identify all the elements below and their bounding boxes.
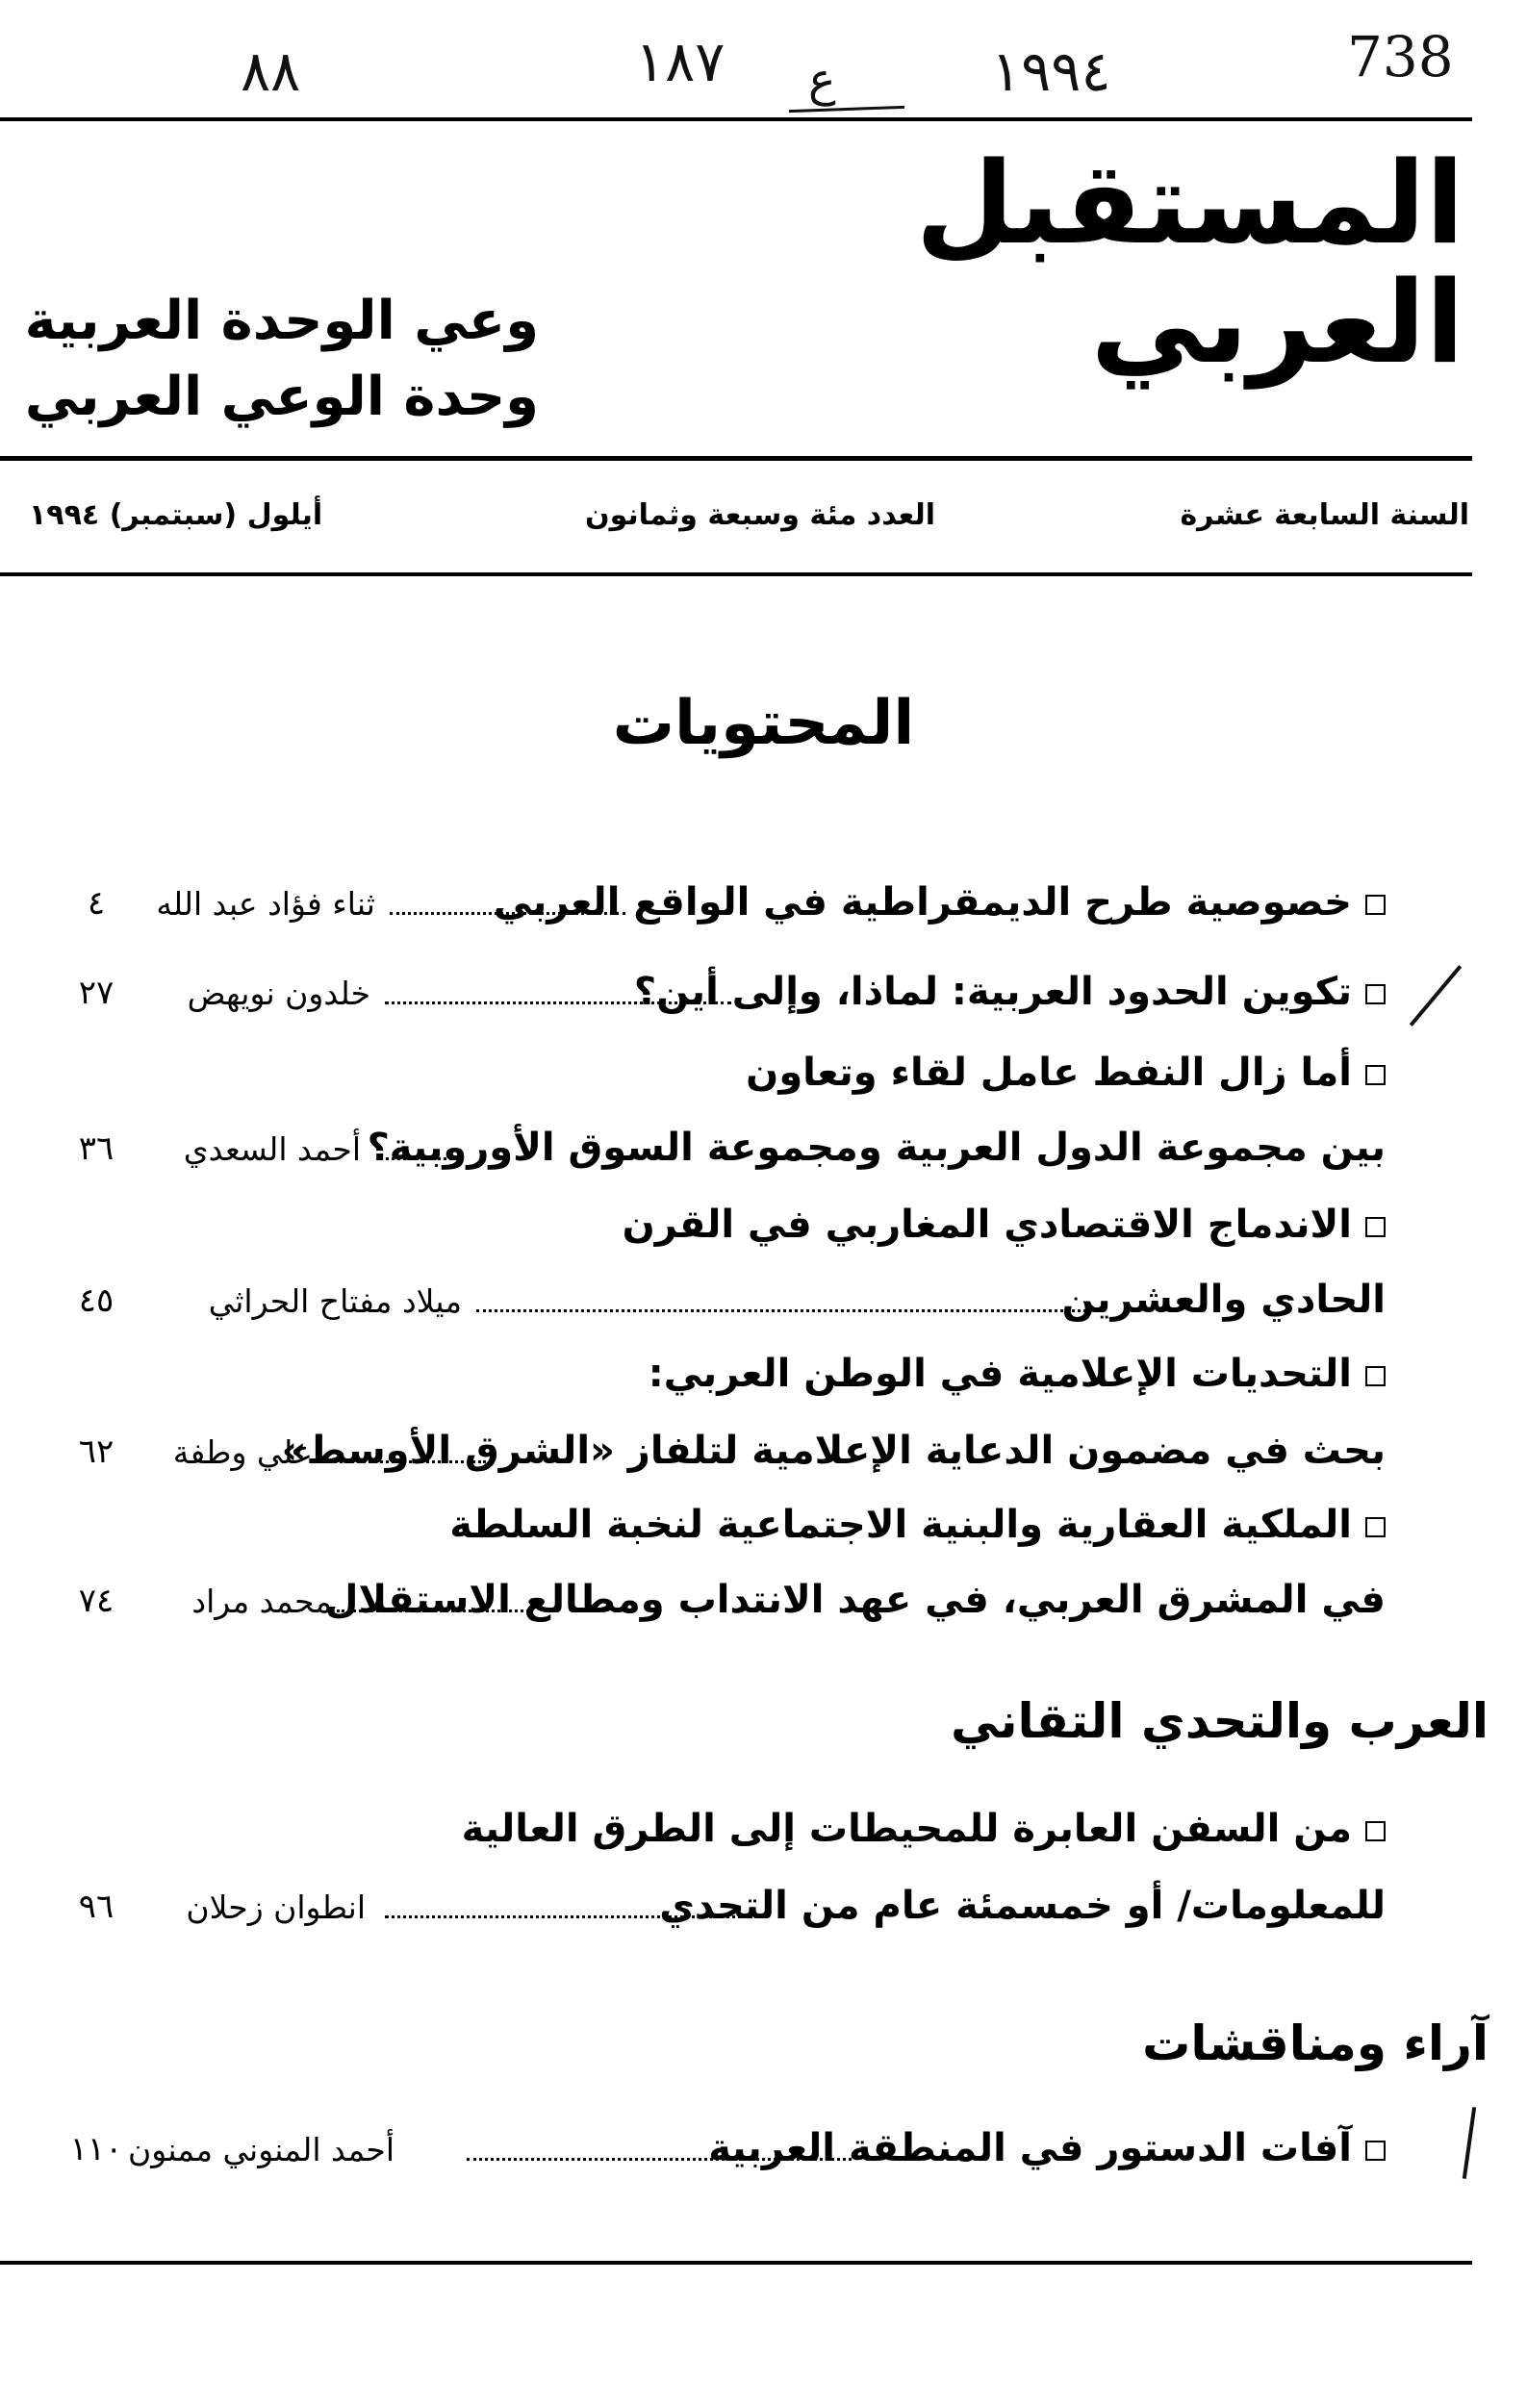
- issue-year: السنة السابعة عشرة: [1180, 498, 1469, 532]
- handwritten-check-mark: [1463, 2107, 1476, 2179]
- toc-entry[interactable]: [48, 871, 1386, 928]
- toc-entry-continuation[interactable]: [48, 1116, 1386, 1174]
- article-page: ٢٧: [78, 974, 115, 1012]
- article-page: ٤: [87, 884, 106, 923]
- toc-entry[interactable]: [48, 1342, 1386, 1400]
- info-rule: [0, 572, 1472, 576]
- article-title-line-2: للمعلومات/ أو خمسمئة عام من التحدي: [659, 1884, 1386, 1928]
- article-author: ميلاد مفتاح الحراثي: [208, 1282, 462, 1320]
- bullet-box-icon: [1365, 895, 1386, 915]
- article-title-line-2: بين مجموعة الدول العربية ومجموعة السوق الأوروبية؟: [367, 1126, 1386, 1170]
- slogan-line-1: وعي الوحدة العربية: [24, 290, 539, 352]
- bullet-box-icon: [1365, 2141, 1386, 2161]
- toc-entry[interactable]: [48, 1041, 1386, 1099]
- dot-leader: [380, 1157, 452, 1160]
- article-title-line-2: بحث في مضمون الدعاية الإعلامية لتلفاز «الشرق الأوسط»: [281, 1429, 1386, 1473]
- bullet-box-icon: [1365, 1366, 1386, 1386]
- dot-leader: [390, 912, 625, 915]
- article-page: ٤٥: [78, 1281, 115, 1320]
- article-title: آفات الدستور في المنطقة العربية: [708, 2126, 1352, 2170]
- article-title-line-1: الاندماج الاقتصادي المغاربي في القرن: [622, 1203, 1352, 1247]
- article-author: علي وطفة: [172, 1433, 313, 1471]
- toc-entry-continuation[interactable]: [48, 1268, 1386, 1326]
- article-author: أحمد السعدي: [183, 1130, 361, 1168]
- section-title-opinions: آراء ومناقشات: [1142, 2015, 1489, 2071]
- article-page: ٦٢: [78, 1432, 115, 1471]
- toc-entry-continuation[interactable]: [48, 1568, 1386, 1626]
- article-title-line-1: التحديات الإعلامية في الوطن العربي:: [648, 1352, 1352, 1396]
- article-author: خلدون نويهض: [187, 975, 370, 1012]
- bullet-box-icon: [1365, 1821, 1386, 1841]
- top-rule: [0, 117, 1472, 121]
- article-page: ٩٦: [78, 1888, 115, 1926]
- article-author: أحمد المنوني ممنون: [128, 2131, 394, 2168]
- section-title-tech: العرب والتحدي التقاني: [951, 1693, 1489, 1749]
- slogan-line-2: وحدة الوعي العربي: [24, 366, 539, 428]
- dot-leader: [385, 1001, 731, 1004]
- article-title-line-2: الحادي والعشرين: [1061, 1278, 1386, 1322]
- masthead-logo: المستقبل العربي: [915, 137, 1464, 389]
- issue-number: العدد مئة وسبعة وثمانون: [584, 498, 936, 532]
- article-page: ٧٤: [78, 1582, 115, 1620]
- bullet-box-icon: [1365, 984, 1386, 1004]
- issue-date: أيلول (سبتمبر) ١٩٩٤: [29, 498, 323, 532]
- masthead-rule: [0, 456, 1472, 461]
- article-title: تكوين الحدود العربية: لماذا، وإلى أين؟: [633, 970, 1352, 1014]
- article-title-line-1: الملكية العقارية والبنية الاجتماعية لنخبة السلطة: [449, 1503, 1352, 1547]
- dot-leader: [385, 1915, 760, 1918]
- toc-entry[interactable]: [48, 960, 1386, 1018]
- toc-entry[interactable]: [48, 2117, 1386, 2174]
- handwritten-year: ١٩٩٤: [991, 38, 1111, 104]
- handwritten-issue-number: ١٨٧: [635, 29, 725, 94]
- dot-leader: [337, 1610, 529, 1612]
- article-author: محمد مراد: [191, 1583, 332, 1620]
- dot-leader: [318, 1460, 486, 1463]
- handwritten-underline: [789, 106, 904, 113]
- article-title-line-2: في المشرق العربي، في عهد الانتداب ومطالع الاستقلال: [324, 1578, 1386, 1622]
- toc-entry-continuation[interactable]: [48, 1874, 1386, 1932]
- article-title: خصوصية طرح الديمقراطية في الواقع العربي: [493, 880, 1352, 925]
- bullet-box-icon: [1365, 1517, 1386, 1537]
- handwritten-slash-mark: [1410, 965, 1462, 1027]
- dot-leader: [476, 1309, 1092, 1312]
- handwritten-catalog-number: 738: [1347, 24, 1454, 89]
- toc-entry[interactable]: [48, 1797, 1386, 1855]
- bullet-box-icon: [1365, 1065, 1386, 1085]
- article-page: ١١٠: [69, 2130, 123, 2168]
- toc-entry[interactable]: [48, 1193, 1386, 1251]
- article-title-line-1: من السفن العابرة للمحيطات إلى الطرق العالية: [461, 1807, 1352, 1851]
- bottom-rule: [0, 2261, 1472, 2265]
- dot-leader: [467, 2158, 852, 2161]
- toc-entry-continuation[interactable]: [48, 1419, 1386, 1477]
- article-author: انطوان زحلان: [186, 1888, 366, 1926]
- bullet-box-icon: [1365, 1217, 1386, 1237]
- toc-entry[interactable]: [48, 1493, 1386, 1551]
- handwritten-mark: ع: [808, 53, 836, 107]
- article-author: ثناء فؤاد عبد الله: [156, 885, 375, 923]
- contents-title: المحتويات: [612, 688, 915, 759]
- handwritten-archive-code: ٨٨: [241, 38, 301, 104]
- article-title-line-1: أما زال النفط عامل لقاء وتعاون: [746, 1051, 1352, 1095]
- article-page: ٣٦: [78, 1129, 115, 1168]
